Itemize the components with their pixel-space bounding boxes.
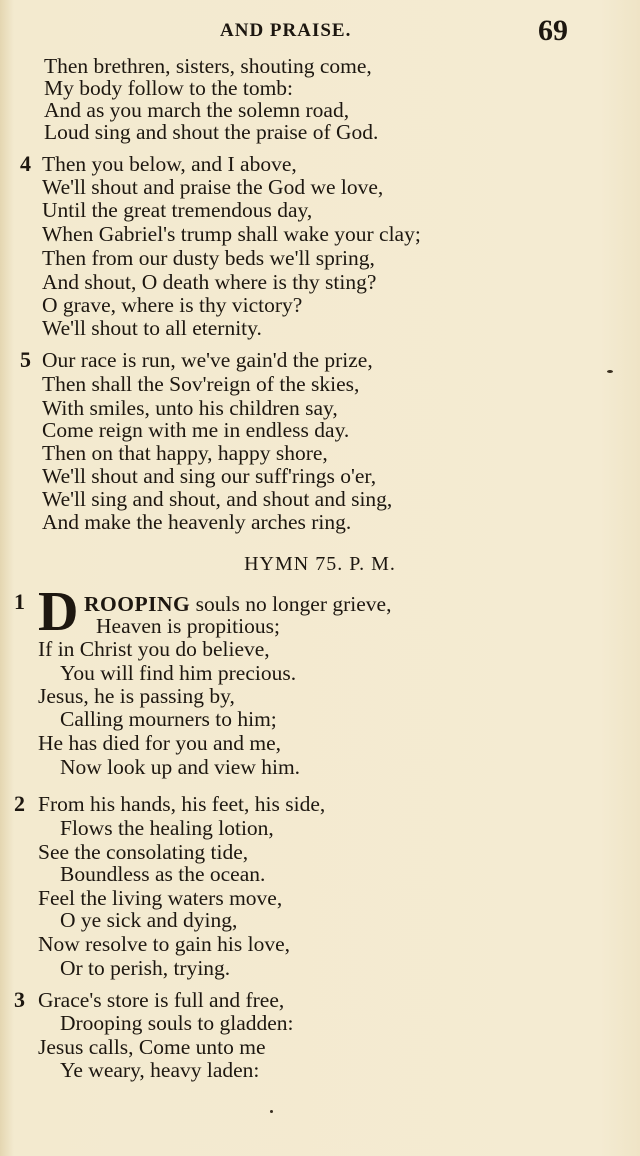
- verse-line: Drooping souls to gladden:: [60, 1011, 294, 1035]
- verse-line: We'll sing and shout, and shout and sing,: [42, 487, 393, 511]
- verse-line: Flows the healing lotion,: [60, 816, 274, 840]
- verse-line: Grace's store is full and free,: [38, 988, 285, 1012]
- verse-line: Then from our dusty beds we'll spring,: [42, 246, 375, 270]
- verse-line: When Gabriel's trump shall wake your clay;: [42, 222, 421, 246]
- stanza-number: 4: [20, 151, 31, 176]
- first-verse-line: [84, 592, 391, 616]
- verse-line: We'll shout to all eternity.: [42, 316, 262, 340]
- verse-line: Then you below, and I above,: [42, 152, 297, 176]
- verse-line: Jesus, he is passing by,: [38, 684, 235, 708]
- verse-line: Feel the living waters move,: [38, 886, 283, 910]
- page-number: 69: [538, 14, 568, 47]
- ink-speck: [607, 370, 613, 373]
- verse-line: You will find him precious.: [60, 661, 297, 685]
- verse-line: We'll shout and sing our suff'rings o'er,: [42, 464, 377, 488]
- drop-cap: D: [38, 581, 79, 643]
- running-head: AND PRAISE.: [220, 20, 352, 41]
- verse-line: Ye weary, heavy laden:: [60, 1058, 260, 1082]
- verse-line: Or to perish, trying.: [60, 956, 231, 980]
- first-line-rest: souls no longer grieve,: [190, 592, 392, 616]
- verse-line: And make the heavenly arches ring.: [42, 510, 352, 534]
- verse-line: My body follow to the tomb:: [44, 76, 294, 100]
- verse-line: Heaven is propitious;: [96, 614, 280, 638]
- page-header: [0, 14, 640, 50]
- stanza-number: 3: [14, 987, 25, 1012]
- verse-line: Jesus calls, Come unto me: [38, 1035, 266, 1059]
- stanza-number: 1: [14, 589, 25, 614]
- verse-line: From his hands, his feet, his side,: [38, 792, 326, 816]
- verse-line: Then brethren, sisters, shouting come,: [44, 54, 372, 78]
- stanza-number: 2: [14, 791, 25, 816]
- verse-line: Come reign with me in endless day.: [42, 418, 350, 442]
- verse-line: If in Christ you do believe,: [38, 637, 270, 661]
- verse-line: Loud sing and shout the praise of God.: [44, 120, 379, 144]
- verse-line: See the consolating tide,: [38, 840, 249, 864]
- verse-line: Our race is run, we've gain'd the prize,: [42, 348, 373, 372]
- verse-line: Now look up and view him.: [60, 755, 301, 779]
- ink-speck: [270, 1110, 273, 1113]
- verse-line: Calling mourners to him;: [60, 707, 277, 731]
- verse-line: And as you march the solemn road,: [44, 98, 350, 122]
- first-word: ROOPING: [84, 592, 191, 616]
- verse-line: O ye sick and dying,: [60, 908, 238, 932]
- verse-line: We'll shout and praise the God we love,: [42, 175, 384, 199]
- verse-line: Now resolve to gain his love,: [38, 932, 290, 956]
- verse-line: Then shall the Sov'reign of the skies,: [42, 372, 360, 396]
- verse-line: Then on that happy, happy shore,: [42, 441, 328, 465]
- verse-line: And shout, O death where is thy sting?: [42, 270, 377, 294]
- verse-line: He has died for you and me,: [38, 731, 281, 755]
- hymn-title: HYMN 75. P. M.: [244, 553, 396, 575]
- verse-line: With smiles, unto his children say,: [42, 396, 338, 420]
- verse-line: O grave, where is thy victory?: [42, 293, 303, 317]
- verse-line: Until the great tremendous day,: [42, 198, 313, 222]
- verse-line: Boundless as the ocean.: [60, 862, 266, 886]
- stanza-number: 5: [20, 347, 31, 372]
